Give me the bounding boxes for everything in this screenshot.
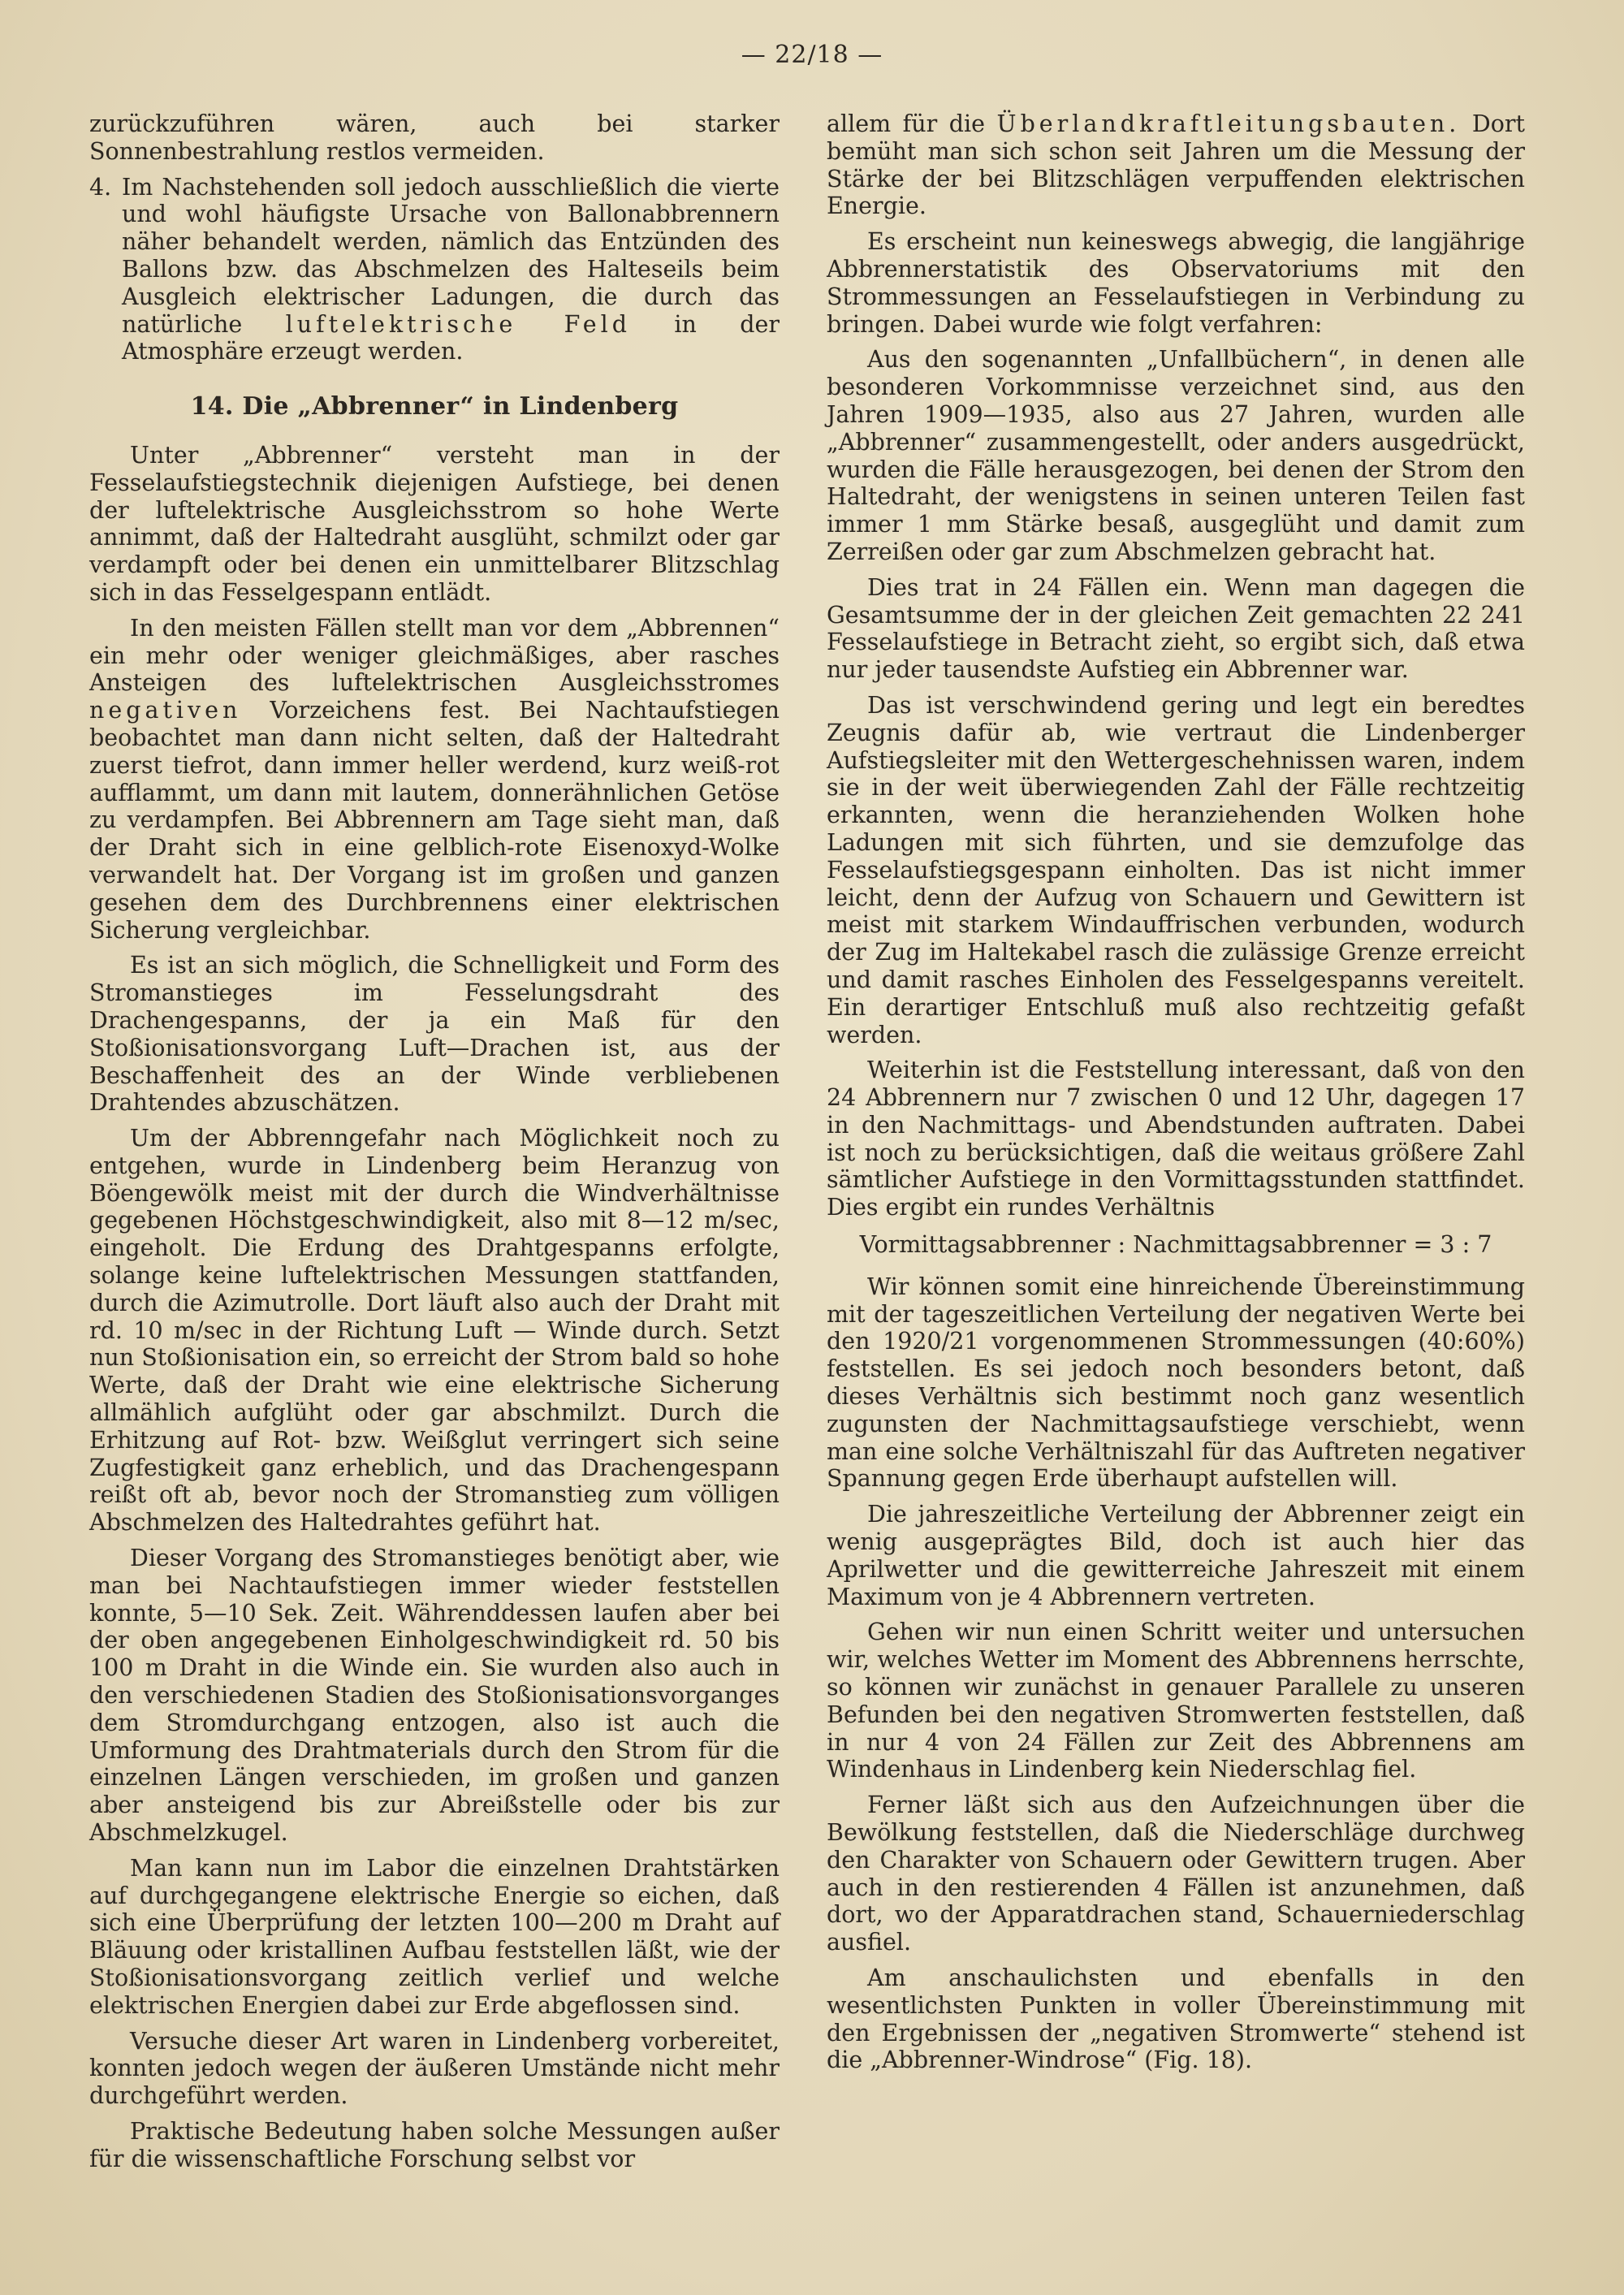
paragraph: Es erscheint nun keineswegs abwegig, die langjährige Abbrennerstatistik des Observatoriums mit den Strommessungen an Fesselaufstiegen in Verbindung zu bringen. Dabei wurde wie folgt verfahren: (827, 228, 1525, 338)
right-continuation-paragraph (827, 110, 1525, 220)
paragraph-text-a: allem für die (827, 110, 985, 137)
right-column (827, 110, 1525, 2082)
paragraph: Unter „Abbrenner“ versteht man in der Fesselaufstiegstechnik diejenigen Aufstiege, bei denen der luftelektrische Ausgleichsstrom so hohe Werte annimmt, daß der Haltedraht ausglüht, schmilzt oder gar verdampft oder bei denen ein unmittelbarer Blitzschlag sich in das Fesselgespann entlädt. (89, 441, 780, 606)
paragraph: Es ist an sich möglich, die Schnelligkeit und Form des Stromanstieges im Fesselungsdraht des Drachengespanns, der ja ein Maß für den Stoßionisationsvorgang Luft—Drachen ist, aus der Beschaffenheit des an der Winde verbliebenen Drahtendes abzuschätzen. (89, 952, 780, 1117)
paragraph: Ferner läßt sich aus den Aufzeichnungen über die Bewölkung feststellen, daß die Niederschläge durchweg den Charakter von Schauern oder Gewittern trugen. Aber auch in den restierenden 4 Fällen ist anzunehmen, daß dort, wo der Apparatdrachen stand, Schauerniederschlag ausfiel. (827, 1791, 1525, 1956)
list-item-number: 4. (89, 173, 112, 201)
spaced-emphasis: Überlandkraftleitungsbauten. (996, 110, 1461, 137)
paragraph: Am anschaulichsten und ebenfalls in den wesentlichsten Punkten in voller Übereinstimmung mit den Ergebnissen der „negativen Stromwerte“ stehend ist die „Abbrenner-Windrose“ (Fig. 18). (827, 1964, 1525, 2074)
paragraph: Wir können somit eine hinreichende Übereinstimmung mit der tageszeitlichen Verteilung der negativen Werte bei den 1920/21 vorgenommenen Strommessungen (40:60%) feststellen. Es sei jedoch noch besonders betont, daß dieses Verhältnis sich bestimmt noch ganz wesentlich zugunsten der Nachmittagsaufstiege verschiebt, wenn man eine solche Verhältniszahl für das Auftreten negativer Spannung gegen Erde überhaupt aufstellen will. (827, 1273, 1525, 1493)
paragraph: Aus den sogenannten „Unfallbüchern“, in denen alle besonderen Vorkommnisse verzeichnet sind, aus den Jahren 1909—1935, also aus 27 Jahren, wurden alle „Abbrenner“ zusammengestellt, oder anders ausgedrückt, wurden die Fälle herausgezogen, bei denen der Strom den Haltedraht, der wenigstens in seinen unteren Teilen fast immer 1 mm Stärke besaß, ausgeglüht und damit zum Zerreißen oder gar zum Abschmelzen gebracht hat. (827, 346, 1525, 565)
paragraph: Weiterhin ist die Feststellung interessant, daß von den 24 Abbrennern nur 7 zwischen 0 und 12 Uhr, dagegen 17 in den Nachmittags- und Abendstunden auftraten. Dabei ist noch zu berücksichtigen, daß die weitaus größere Zahl sämtlicher Aufstiege in den Vormittagsstunden stattfindet. Dies ergibt ein rundes Verhältnis (827, 1057, 1525, 1221)
ratio-formula: Vormittagsabbrenner : Nachmittagsabbrenner = 3 : 7 (859, 1231, 1492, 1259)
section-heading: 14. Die „Abbrenner“ in Lindenberg (190, 392, 679, 421)
list-item-text-b: in der Atmosphäre erzeugt werden. (122, 310, 780, 365)
paragraph: Man kann nun im Labor die einzelnen Drahtstärken auf durchgegangene elektrische Energie so eichen, daß sich eine Überprüfung der letzten 100—200 m Draht auf Bläuung oder kristallinen Aufbau feststellen läßt, wie der Stoßionisationsvorgang zeitlich verlief und welche elektrischen Energien dabei zur Erde abgeflossen sind. (89, 1854, 780, 2019)
paragraph: Gehen wir nun einen Schritt weiter und untersuchen wir, welches Wetter im Moment des Abbrennens herrschte, so können wir zunächst in genauer Parallele zu unseren Befunden bei den negativen Stromwerten feststellen, daß in nur 4 von 24 Fällen zur Zeit des Abbrennens am Windenhaus in Lindenberg kein Niederschlag fiel. (827, 1619, 1525, 1783)
paragraph: Die jahreszeitliche Verteilung der Abbrenner zeigt ein wenig ausgeprägtes Bild, doch ist auch hier das Aprilwetter und die gewitterreiche Jahreszeit mit einem Maximum von je 4 Abbrennern vertreten. (827, 1501, 1525, 1610)
list-item-text-a: Im Nachstehenden soll jedoch ausschließlich die vierte und wohl häufigste Ursache von Ballonabbrennern näher behandelt werden, nämlich das Entzünden des Ballons bzw. das Abschmelzen des Halteseils beim Ausgleich elektrischer Ladungen, die durch das natürliche (122, 173, 780, 338)
list-item-4 (89, 174, 780, 366)
paragraph: Dies trat in 24 Fällen ein. Wenn man dagegen die Gesamtsumme der in der gleichen Zeit gemachten 22 241 Fesselaufstiege in Betracht zieht, so ergibt sich, daß etwa nur jeder tausendste Aufstieg ein Abbrenner war. (827, 573, 1525, 684)
spaced-emphasis: negativen (89, 697, 242, 724)
spaced-emphasis: luftelektrische Feld (285, 310, 632, 338)
paragraph: Versuche dieser Art waren in Lindenberg vorbereitet, konnten jedoch wegen der äußeren Umstände nicht mehr durchgeführt werden. (89, 2027, 780, 2110)
paragraph-text-b: Dort bemüht man sich schon seit Jahren um die Messung der Stärke der bei Blitzschlägen verpuffenden elektrischen Energie. (827, 110, 1526, 220)
paragraph: Das ist verschwindend gering und legt ein beredtes Zeugnis dafür ab, wie vertraut die Lindenberger Aufstiegsleiter mit den Wettergeschehnissen waren, indem sie in der weit überwiegenden Zahl der Fälle rechtzeitig erkannten, wenn die heranziehenden Wolken hohe Ladungen mit sich führten, und sie demzufolge das Fesselaufstiegsgespann einholten. Das ist nicht immer leicht, denn der Aufzug von Schauern und Gewittern ist meist mit starkem Windauffrischen verbunden, wodurch der Zug im Haltekabel rasch die zulässige Grenze erreicht und damit rasches Einholen des Fesselgespanns vereitelt. Ein derartiger Entschluß muß also rechtzeitig gefaßt werden. (827, 691, 1525, 1048)
paragraph: Praktische Bedeutung haben solche Messungen außer für die wissenschaftliche Forschung selbst vor (89, 2117, 780, 2172)
list-item-text (122, 174, 780, 366)
left-column (89, 110, 780, 2181)
paragraph-text-a: In den meisten Fällen stellt man vor dem „Abbrennen“ ein mehr oder weniger gleichmäßiges, aber rasches Ansteigen des luftelektrischen Ausgleichsstromes (89, 614, 780, 697)
left-continuation-paragraph: zurückzuführen wären, auch bei starker Sonnenbestrahlung restlos vermeiden. (89, 110, 780, 165)
paragraph: Dieser Vorgang des Stromanstieges benötigt aber, wie man bei Nachtaufstiegen immer wieder feststellen konnte, 5—10 Sek. Zeit. Währenddessen laufen aber bei der oben angegebenen Einholgeschwindigkeit rd. 50 bis 100 m Draht in die Winde ein. Sie wurden also auch in den verschiedenen Stadien des Stoßionisationsvorganges dem Stromdurchgang entzogen, also ist auch die Umformung des Drahtmaterials durch den Strom für die einzelnen Längen verschieden, im großen und ganzen aber ansteigend bis zur Abreißstelle oder bis zur Abschmelzkugel. (89, 1545, 780, 1847)
paragraph-text-b: Vorzeichens fest. Bei Nachtaufstiegen beobachtet man dann nicht selten, daß der Haltedraht zuerst tiefrot, dann immer heller werdend, kurz weiß-rot aufflammt, um dann mit lautem, donnerähnlichen Getöse zu verdampfen. Bei Abbrennern am Tage sieht man, daß der Draht sich in eine gelblich-rote Eisenoxyd-Wolke verwandelt hat. Der Vorgang ist im großen und ganzen gesehen dem des Durchbrennens einer elektrischen Sicherung vergleichbar. (89, 697, 780, 944)
page-number-header: — 22/18 — (741, 41, 883, 69)
paragraph (89, 615, 780, 944)
paragraph: Um der Abbrenngefahr nach Möglichkeit noch zu entgehen, wurde in Lindenberg beim Heranzug von Böengewölk meist mit der durch die Windverhältnisse gegebenen Höchstgeschwindigkeit, also mit 8—12 m/sec, eingeholt. Die Erdung des Drahtgespanns erfolgte, solange keine luftelektrischen Messungen stattfanden, durch die Azimutrolle. Dort läuft also auch der Draht mit rd. 10 m/sec in der Richtung Luft — Winde durch. Setzt nun Stoßionisation ein, so erreicht der Strom bald so hohe Werte, daß der Draht wie eine elektrische Sicherung allmählich aufglüht oder gar abschmilzt. Durch die Erhitzung auf Rot- bzw. Weißglut verringert sich seine Zugfestigkeit ganz erheblich, und das Drachengespann reißt oft ab, bevor noch der Stromanstieg zum völligen Abschmelzen des Haltedrahtes geführt hat. (89, 1125, 780, 1536)
